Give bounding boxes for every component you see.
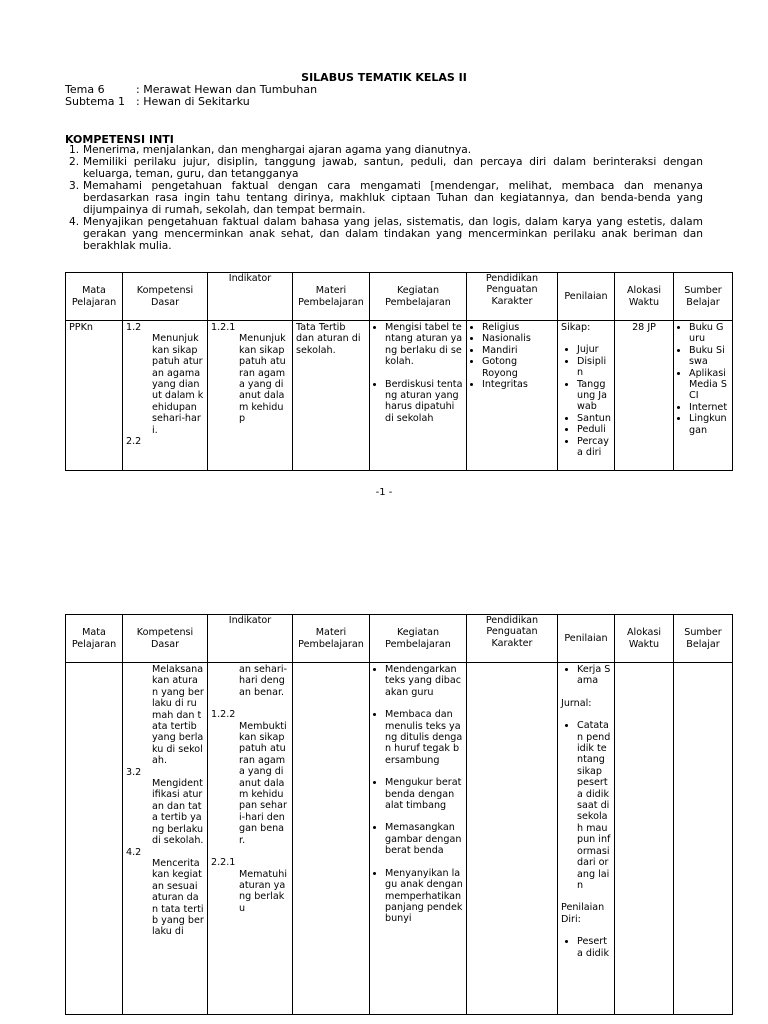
header-penilaian: Penilaian — [558, 273, 615, 321]
header-mapel: Mata Pelajaran — [66, 273, 123, 321]
cell-kd — [123, 663, 208, 1015]
subtema-value: : Hewan di Sekitarku — [136, 95, 250, 108]
indikator-text: Menunjukkan sikap patuh aturan agama yang dianut dalam kehidup — [239, 333, 286, 425]
cell-indikator — [208, 321, 293, 471]
cell-sumber — [674, 321, 733, 471]
kd-number: 1.2 — [126, 322, 142, 333]
header-materi: Materi Pembelajaran — [293, 615, 370, 663]
header-kd: Kompetensi Dasar — [123, 273, 208, 321]
sumber-item: • Buku Guru — [689, 322, 729, 345]
ki-item — [65, 180, 703, 216]
header-sumber: Sumber Belajar — [674, 615, 733, 663]
kd-number: 3.2 — [126, 766, 142, 778]
ki-number: 4. — [69, 216, 80, 228]
cell-sumber — [674, 663, 733, 1015]
tema-value: : Merawat Hewan dan Tumbuhan — [136, 83, 318, 96]
header-mapel: Mata Pelajaran — [66, 615, 123, 663]
penilaian-item: • Kerja Sama — [577, 664, 611, 687]
header-kegiatan: Kegiatan Pembelajaran — [370, 273, 467, 321]
ki-text: Memiliki perilaku jujur, disiplin, tanggung jawab, santun, peduli, dan percaya diri dalam berinteraksi dengan keluarga, teman, guru, dan tetangganya — [83, 156, 703, 180]
indikator-text: Mematuhi aturan yang berlaku — [239, 868, 287, 914]
cell-mapel: PPKn — [66, 321, 123, 471]
indikator-number: 2.2.1 — [211, 857, 236, 869]
kegiatan-item: • Membaca dan menulis teks yang ditulis dengan huruf tegak bersambung — [385, 709, 463, 766]
cell-alokasi — [615, 663, 674, 1015]
kegiatan-item: • Mendengarkan teks yang dibacakan guru — [385, 664, 463, 698]
sumber-item: • Buku Siswa — [689, 345, 729, 368]
penilaian-item: • Jujur — [577, 344, 611, 355]
cell-alokasi: 28 JP — [615, 321, 674, 471]
header-penilaian: Penilaian — [558, 615, 615, 663]
cell-penilaian — [558, 663, 615, 1015]
cell-ppk — [467, 663, 558, 1015]
penilaian-item: • Disiplin — [577, 356, 611, 379]
kd-number: 2.2 — [126, 436, 142, 448]
kegiatan-item: • Memasangkan gambar dengan berat benda — [385, 822, 463, 856]
ki-number: 2. — [69, 156, 80, 168]
header-sumber: Sumber Belajar — [674, 273, 733, 321]
ppk-item: • Religius — [482, 322, 554, 333]
ki-item — [65, 216, 703, 252]
penilaian-diri-item: • Peserta didik — [577, 936, 611, 959]
kd-number: 4.2 — [126, 846, 142, 858]
page-number: -1 - — [375, 487, 393, 498]
penilaian-diri-label: Penilaian Diri: — [561, 902, 605, 925]
kegiatan-item: • Menyanyikan lagu anak dengan memperhatikan panjang pendek bunyi — [385, 868, 463, 925]
ki-number: 3. — [69, 180, 80, 192]
ki-text: Menyajikan pengetahuan faktual dalam bahasa yang jelas, sistematis, dan logis, dalam karya yang estetis, dalam gerakan yang mencerminkan anak sehat, dan dalam tindakan yang mencerminkan perilaku anak beriman dan berakhlak mulia. — [83, 216, 703, 252]
kd-text: Menceritakan kegiatan sesuai aturan dan tata tertib yang berlaku di — [152, 857, 204, 938]
header-materi: Materi Pembelajaran — [293, 273, 370, 321]
penilaian-label: Sikap: — [561, 322, 591, 333]
ki-item — [65, 144, 703, 156]
indikator-text: Membuktikan sikap patuh aturan agama yang dianut dalam kehidupan sehari-hari dengan benar. — [239, 720, 287, 846]
page-title: SILABUS TEMATIK KELAS II — [301, 71, 467, 84]
penilaian-item: • Santun — [577, 413, 611, 424]
kd-text: Melaksanakan aturan yang berlaku di rumah dan tata tertib yang berlaku di sekolah. — [152, 664, 204, 767]
penilaian-item: • Tanggung Jawab — [577, 379, 611, 413]
header-alokasi: Alokasi Waktu — [615, 615, 674, 663]
ki-number: 1. — [69, 144, 80, 156]
table-row — [66, 321, 733, 471]
header-ppk: Pendidikan Penguatan Karakter — [467, 615, 558, 663]
sumber-item: • Internet — [689, 402, 729, 413]
cell-materi — [293, 663, 370, 1015]
ppk-item: • Mandiri — [482, 345, 554, 356]
ppk-item: • Gotong Royong — [482, 356, 554, 379]
header-kegiatan: Kegiatan Pembelajaran — [370, 615, 467, 663]
cell-mapel — [66, 663, 123, 1015]
header-alokasi: Alokasi Waktu — [615, 273, 674, 321]
penilaian-item: • Percaya diri — [577, 436, 611, 459]
kd-text: Mengidentifikasi aturan dan tata tertib yang berlaku di sekolah. — [152, 778, 204, 847]
ki-item — [65, 156, 703, 180]
cell-materi: Tata Tertib dan aturan di sekolah. — [293, 321, 370, 471]
indikator-number: 1.2.2 — [211, 709, 236, 721]
ki-heading: KOMPETENSI INTI — [65, 133, 174, 146]
header-indikator: Indikator — [208, 273, 293, 321]
ppk-item: • Nasionalis — [482, 333, 554, 344]
cell-kegiatan — [370, 321, 467, 471]
indikator-number: 1.2.1 — [211, 322, 236, 333]
cell-kd — [123, 321, 208, 471]
jurnal-item: • Catatan pendidik tentang sikap peserta didik saat di sekolah maupun informasi dari orang lain — [577, 720, 611, 891]
jurnal-label: Jurnal: — [561, 697, 592, 709]
penilaian-item: • Peduli — [577, 424, 611, 435]
header-ppk: Pendidikan Penguatan Karakter — [467, 273, 558, 321]
syllabus-table-page-1 — [65, 272, 733, 471]
table-header-row — [66, 615, 733, 663]
header-indikator: Indikator — [208, 615, 293, 663]
table-header-row — [66, 273, 733, 321]
subtema-line — [65, 96, 250, 108]
kd-text: Menunjukkan sikap patuh aturan agama yang dianut dalam kehidupan sehari-hari. — [152, 333, 204, 436]
cell-indikator — [208, 663, 293, 1015]
kegiatan-item: • Mengisi tabel tentang aturan yang berlaku di sekolah. — [385, 322, 463, 368]
ki-list — [65, 144, 703, 252]
cell-ppk — [467, 321, 558, 471]
ki-text: Menerima, menjalankan, dan menghargai ajaran agama yang dianutnya. — [83, 144, 472, 156]
indikator-text: an sehari-hari dengan benar. — [239, 664, 287, 698]
cell-kegiatan — [370, 663, 467, 1015]
ki-text: Memahami pengetahuan faktual dengan cara mengamati [mendengar, melihat, membaca dan menanya berdasarkan rasa ingin tahu tentang dirinya, makhluk ciptaan Tuhan dan kegiatannya, dan benda-benda yang dijumpainya di rumah, sekolah, dan tempat bermain. — [83, 180, 703, 216]
header-kd: Kompetensi Dasar — [123, 615, 208, 663]
ppk-item: • Integritas — [482, 379, 554, 390]
table-row — [66, 663, 733, 1015]
kegiatan-item: • Mengukur berat benda dengan alat timbang — [385, 777, 463, 811]
subtema-key: Subtema 1 — [65, 95, 125, 108]
kegiatan-item: • Berdiskusi tentang aturan yang harus dipatuhi di sekolah — [385, 379, 463, 425]
tema-key: Tema 6 — [65, 83, 105, 96]
sumber-item: • Lingkungan — [689, 413, 729, 436]
cell-penilaian — [558, 321, 615, 471]
sumber-item: • Aplikasi Media SCI — [689, 368, 729, 402]
syllabus-table-page-2 — [65, 614, 733, 1015]
